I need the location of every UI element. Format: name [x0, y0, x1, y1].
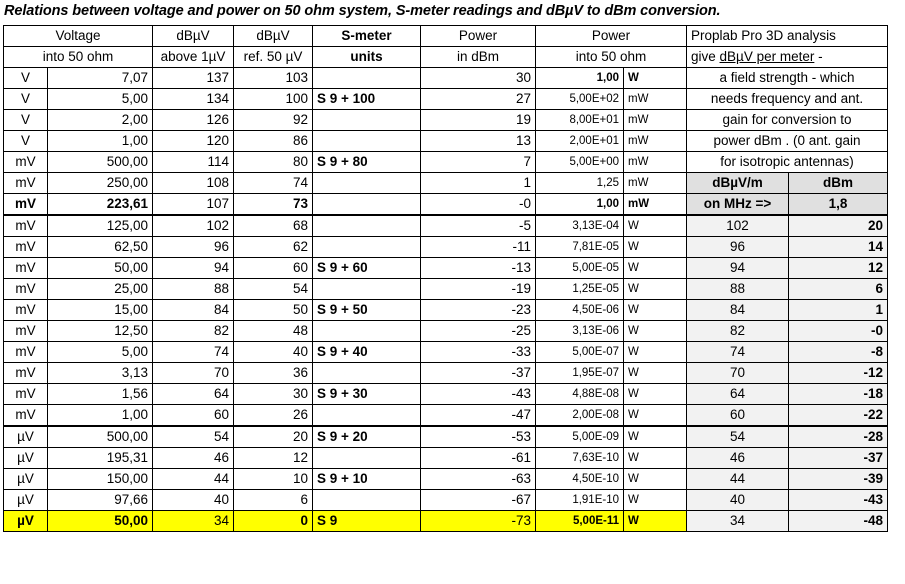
dbuv-1uv-value[interactable]: 126 — [153, 110, 234, 131]
table-row — [4, 131, 888, 152]
dbuv-1uv-value[interactable]: 96 — [153, 237, 234, 258]
power-w-unit[interactable]: mW — [624, 131, 687, 152]
power-w-unit[interactable]: W — [624, 258, 687, 279]
header-power-w[interactable]: into 50 ohm — [536, 47, 687, 68]
power-w-value[interactable]: 1,25E-05 — [536, 279, 624, 300]
power-w-unit[interactable]: W — [624, 469, 687, 490]
note-line[interactable]: needs frequency and ant. — [687, 89, 888, 110]
power-w-unit[interactable]: W — [624, 237, 687, 258]
field-strength-header[interactable]: dBµV/m — [687, 173, 789, 194]
table-row — [4, 490, 888, 511]
table-row — [4, 384, 888, 405]
voltage-value[interactable]: 15,00 — [48, 300, 153, 321]
dbuv-1uv-value[interactable]: 60 — [153, 405, 234, 427]
voltage-unit[interactable]: mV — [4, 384, 48, 405]
voltage-unit[interactable]: mV — [4, 300, 48, 321]
voltage-unit[interactable]: µV — [4, 426, 48, 448]
table-row — [4, 110, 888, 131]
power-dbm-value[interactable]: -43 — [421, 384, 536, 405]
power-dbm-value[interactable]: -0 — [421, 194, 536, 216]
power-dbm-value[interactable]: -33 — [421, 342, 536, 363]
voltage-value[interactable]: 62,50 — [48, 237, 153, 258]
power-dbm-value[interactable]: 19 — [421, 110, 536, 131]
power-w-unit[interactable]: W — [624, 300, 687, 321]
dbuv-50uv-value[interactable]: 10 — [234, 469, 313, 490]
smeter-value[interactable]: S 9 + 20 — [313, 426, 421, 448]
power-w-unit[interactable]: mW — [624, 194, 687, 216]
voltage-value[interactable]: 25,00 — [48, 279, 153, 300]
table-row — [4, 89, 888, 110]
power-w-unit[interactable]: W — [624, 321, 687, 342]
dbuv-1uv-value[interactable]: 88 — [153, 279, 234, 300]
smeter-value[interactable]: S 9 + 40 — [313, 342, 421, 363]
dbuv-50uv-value[interactable]: 30 — [234, 384, 313, 405]
voltage-value[interactable]: 125,00 — [48, 215, 153, 237]
voltage-unit[interactable]: µV — [4, 469, 48, 490]
power-dbm-value[interactable]: -19 — [421, 279, 536, 300]
power-w-unit[interactable]: mW — [624, 152, 687, 173]
power-dbm-value[interactable]: -37 — [421, 363, 536, 384]
dbuv-50uv-value[interactable]: 54 — [234, 279, 313, 300]
power-dbm-value[interactable]: -73 — [421, 511, 536, 532]
field-strength-value[interactable]: 102 — [687, 215, 789, 237]
converted-dbm-value[interactable]: -22 — [789, 405, 888, 427]
field-strength-value[interactable]: 44 — [687, 469, 789, 490]
dbuv-50uv-value[interactable]: 48 — [234, 321, 313, 342]
dbuv-50uv-value[interactable]: 20 — [234, 426, 313, 448]
voltage-unit[interactable]: V — [4, 131, 48, 152]
dbuv-50uv-value[interactable]: 6 — [234, 490, 313, 511]
voltage-unit[interactable]: mV — [4, 342, 48, 363]
field-strength-value[interactable]: 70 — [687, 363, 789, 384]
power-w-unit[interactable]: W — [624, 68, 687, 89]
converted-dbm-value[interactable]: -37 — [789, 448, 888, 469]
dbuv-1uv-value[interactable]: 94 — [153, 258, 234, 279]
table-row — [4, 68, 888, 89]
power-dbm-value[interactable]: -47 — [421, 405, 536, 427]
power-w-value[interactable]: 4,50E-06 — [536, 300, 624, 321]
table-row — [4, 363, 888, 384]
dbuv-50uv-value[interactable]: 68 — [234, 215, 313, 237]
voltage-unit[interactable]: mV — [4, 279, 48, 300]
note-line[interactable]: a field strength - which — [687, 68, 888, 89]
voltage-value[interactable]: 1,00 — [48, 405, 153, 427]
power-dbm-value[interactable]: -61 — [421, 448, 536, 469]
dbuv-50uv-value[interactable]: 92 — [234, 110, 313, 131]
power-dbm-value[interactable]: -63 — [421, 469, 536, 490]
dbuv-1uv-value[interactable]: 82 — [153, 321, 234, 342]
dbuv-50uv-value[interactable]: 100 — [234, 89, 313, 110]
voltage-unit[interactable]: µV — [4, 490, 48, 511]
converted-dbm-value[interactable]: 12 — [789, 258, 888, 279]
dbuv-1uv-value[interactable]: 74 — [153, 342, 234, 363]
header-dbuv-1uv[interactable]: above 1µV — [153, 47, 234, 68]
dbuv-50uv-value[interactable]: 40 — [234, 342, 313, 363]
table-row — [4, 300, 888, 321]
dbuv-1uv-value[interactable]: 70 — [153, 363, 234, 384]
converted-dbm-value[interactable]: -12 — [789, 363, 888, 384]
table-row — [4, 258, 888, 279]
header-voltage[interactable]: Voltage — [4, 26, 153, 47]
dbuv-1uv-value[interactable]: 34 — [153, 511, 234, 532]
power-dbm-value[interactable]: -23 — [421, 300, 536, 321]
dbuv-1uv-value[interactable]: 54 — [153, 426, 234, 448]
dbuv-1uv-value[interactable]: 64 — [153, 384, 234, 405]
dbuv-50uv-value[interactable]: 36 — [234, 363, 313, 384]
table-row — [4, 342, 888, 363]
smeter-value[interactable] — [313, 68, 421, 89]
power-w-unit[interactable]: mW — [624, 89, 687, 110]
voltage-value[interactable]: 250,00 — [48, 173, 153, 194]
converted-dbm-value[interactable]: 20 — [789, 215, 888, 237]
converted-dbm-value[interactable]: 6 — [789, 279, 888, 300]
field-strength-value[interactable]: 74 — [687, 342, 789, 363]
mhz-label[interactable]: on MHz => — [687, 194, 789, 216]
power-w-value[interactable]: 7,63E-10 — [536, 448, 624, 469]
power-w-value[interactable]: 1,91E-10 — [536, 490, 624, 511]
note-line[interactable]: power dBm . (0 ant. gain — [687, 131, 888, 152]
field-strength-value[interactable]: 88 — [687, 279, 789, 300]
smeter-value[interactable] — [313, 405, 421, 427]
header-power-dbm[interactable]: Power — [421, 26, 536, 47]
voltage-value[interactable]: 97,66 — [48, 490, 153, 511]
smeter-value[interactable]: S 9 + 50 — [313, 300, 421, 321]
dbuv-50uv-value[interactable]: 74 — [234, 173, 313, 194]
field-strength-value[interactable]: 94 — [687, 258, 789, 279]
dbuv-50uv-value[interactable]: 80 — [234, 152, 313, 173]
smeter-value[interactable] — [313, 321, 421, 342]
header-power-dbm[interactable]: in dBm — [421, 47, 536, 68]
power-dbm-value[interactable]: 13 — [421, 131, 536, 152]
field-strength-value[interactable]: 40 — [687, 490, 789, 511]
field-strength-value[interactable]: 96 — [687, 237, 789, 258]
header-power-w[interactable]: Power — [536, 26, 687, 47]
dbuv-50uv-value[interactable]: 50 — [234, 300, 313, 321]
dbuv-50uv-value[interactable]: 0 — [234, 511, 313, 532]
voltage-value[interactable]: 5,00 — [48, 342, 153, 363]
voltage-value[interactable]: 50,00 — [48, 511, 153, 532]
power-w-unit[interactable]: W — [624, 384, 687, 405]
power-w-value[interactable]: 5,00E+00 — [536, 152, 624, 173]
dbuv-50uv-value[interactable]: 73 — [234, 194, 313, 216]
power-w-unit[interactable]: W — [624, 511, 687, 532]
converted-dbm-value[interactable]: -18 — [789, 384, 888, 405]
table-row — [4, 405, 888, 427]
power-w-unit[interactable]: W — [624, 279, 687, 300]
power-w-value[interactable]: 1,95E-07 — [536, 363, 624, 384]
field-strength-value[interactable]: 54 — [687, 426, 789, 448]
note-line[interactable]: gain for conversion to — [687, 110, 888, 131]
smeter-value[interactable] — [313, 279, 421, 300]
power-w-value[interactable]: 1,00 — [536, 68, 624, 89]
smeter-value[interactable] — [313, 490, 421, 511]
power-w-value[interactable]: 4,50E-10 — [536, 469, 624, 490]
voltage-unit[interactable]: mV — [4, 215, 48, 237]
smeter-value[interactable] — [313, 448, 421, 469]
power-w-value[interactable]: 1,25 — [536, 173, 624, 194]
field-strength-value[interactable]: 46 — [687, 448, 789, 469]
header-smeter[interactable]: units — [313, 47, 421, 68]
smeter-value[interactable]: S 9 — [313, 511, 421, 532]
power-w-value[interactable]: 3,13E-06 — [536, 321, 624, 342]
power-w-value[interactable]: 8,00E+01 — [536, 110, 624, 131]
power-w-unit[interactable]: mW — [624, 110, 687, 131]
dbuv-50uv-value[interactable]: 26 — [234, 405, 313, 427]
power-w-value[interactable]: 5,00E-11 — [536, 511, 624, 532]
smeter-value[interactable]: S 9 + 60 — [313, 258, 421, 279]
header-dbuv-50uv[interactable]: ref. 50 µV — [234, 47, 313, 68]
power-w-value[interactable]: 5,00E+02 — [536, 89, 624, 110]
converted-dbm-value[interactable]: 14 — [789, 237, 888, 258]
converted-dbm-value[interactable]: -28 — [789, 426, 888, 448]
power-w-value[interactable]: 2,00E+01 — [536, 131, 624, 152]
converted-dbm-value[interactable]: -0 — [789, 321, 888, 342]
power-w-unit[interactable]: W — [624, 426, 687, 448]
table-row — [4, 321, 888, 342]
converted-dbm-value[interactable]: -48 — [789, 511, 888, 532]
power-w-value[interactable]: 4,88E-08 — [536, 384, 624, 405]
smeter-value[interactable]: S 9 + 100 — [313, 89, 421, 110]
note-line[interactable]: Proplab Pro 3D analysis — [687, 26, 888, 47]
dbuv-1uv-value[interactable]: 120 — [153, 131, 234, 152]
power-w-unit[interactable]: W — [624, 342, 687, 363]
voltage-value[interactable]: 1,00 — [48, 131, 153, 152]
dbuv-50uv-value[interactable]: 60 — [234, 258, 313, 279]
converted-dbm-value[interactable]: 1 — [789, 300, 888, 321]
field-strength-value[interactable]: 84 — [687, 300, 789, 321]
note-underlined-text: dBµV per meter — [719, 49, 815, 64]
power-dbm-value[interactable]: 7 — [421, 152, 536, 173]
voltage-value[interactable]: 500,00 — [48, 152, 153, 173]
dbuv-1uv-value[interactable]: 137 — [153, 68, 234, 89]
power-w-value[interactable]: 2,00E-08 — [536, 405, 624, 427]
smeter-value[interactable] — [313, 110, 421, 131]
power-dbm-value[interactable]: -13 — [421, 258, 536, 279]
dbuv-1uv-value[interactable]: 107 — [153, 194, 234, 216]
voltage-value[interactable]: 2,00 — [48, 110, 153, 131]
converted-dbm-value[interactable]: -43 — [789, 490, 888, 511]
voltage-unit[interactable]: mV — [4, 258, 48, 279]
dbuv-1uv-value[interactable]: 40 — [153, 490, 234, 511]
table-row — [4, 279, 888, 300]
header-dbuv-50uv[interactable]: dBµV — [234, 26, 313, 47]
power-w-value[interactable]: 3,13E-04 — [536, 215, 624, 237]
dbuv-50uv-value[interactable]: 86 — [234, 131, 313, 152]
field-strength-value[interactable]: 60 — [687, 405, 789, 427]
table-row — [4, 194, 888, 216]
voltage-unit[interactable]: mV — [4, 152, 48, 173]
table-row — [4, 215, 888, 237]
voltage-unit[interactable]: mV — [4, 321, 48, 342]
power-dbm-value[interactable]: -53 — [421, 426, 536, 448]
field-strength-value[interactable]: 64 — [687, 384, 789, 405]
voltage-unit[interactable]: µV — [4, 448, 48, 469]
voltage-value[interactable]: 5,00 — [48, 89, 153, 110]
table-row — [4, 237, 888, 258]
power-dbm-value[interactable]: -25 — [421, 321, 536, 342]
header-smeter[interactable]: S-meter — [313, 26, 421, 47]
field-strength-value[interactable]: 34 — [687, 511, 789, 532]
conversion-table — [3, 25, 888, 532]
smeter-value[interactable] — [313, 215, 421, 237]
voltage-value[interactable]: 50,00 — [48, 258, 153, 279]
power-dbm-value[interactable]: -67 — [421, 490, 536, 511]
power-w-value[interactable]: 7,81E-05 — [536, 237, 624, 258]
voltage-value[interactable]: 223,61 — [48, 194, 153, 216]
mhz-value[interactable]: 1,8 — [789, 194, 888, 216]
table-row — [4, 511, 888, 532]
power-w-unit[interactable]: W — [624, 363, 687, 384]
dbuv-1uv-value[interactable]: 114 — [153, 152, 234, 173]
voltage-unit[interactable]: µV — [4, 511, 48, 532]
power-w-unit[interactable]: W — [624, 490, 687, 511]
table-body — [4, 26, 888, 532]
smeter-value[interactable] — [313, 173, 421, 194]
power-w-unit[interactable]: W — [624, 215, 687, 237]
power-w-unit[interactable]: W — [624, 448, 687, 469]
voltage-unit[interactable]: mV — [4, 194, 48, 216]
voltage-value[interactable]: 7,07 — [48, 68, 153, 89]
note-line[interactable]: for isotropic antennas) — [687, 152, 888, 173]
smeter-value[interactable]: S 9 + 10 — [313, 469, 421, 490]
smeter-value[interactable] — [313, 237, 421, 258]
voltage-value[interactable]: 1,56 — [48, 384, 153, 405]
dbuv-1uv-value[interactable]: 108 — [153, 173, 234, 194]
dbuv-1uv-value[interactable]: 102 — [153, 215, 234, 237]
power-dbm-value[interactable]: -5 — [421, 215, 536, 237]
power-dbm-value[interactable]: -11 — [421, 237, 536, 258]
smeter-value[interactable] — [313, 131, 421, 152]
voltage-value[interactable]: 3,13 — [48, 363, 153, 384]
smeter-value[interactable]: S 9 + 30 — [313, 384, 421, 405]
dbuv-1uv-value[interactable]: 44 — [153, 469, 234, 490]
table-row — [4, 448, 888, 469]
field-strength-value[interactable]: 82 — [687, 321, 789, 342]
voltage-value[interactable]: 150,00 — [48, 469, 153, 490]
converted-dbm-value[interactable]: -39 — [789, 469, 888, 490]
table-row — [4, 173, 888, 194]
voltage-value[interactable]: 500,00 — [48, 426, 153, 448]
voltage-value[interactable]: 195,31 — [48, 448, 153, 469]
smeter-value[interactable]: S 9 + 80 — [313, 152, 421, 173]
dbm-header[interactable]: dBm — [789, 173, 888, 194]
dbuv-50uv-value[interactable]: 103 — [234, 68, 313, 89]
smeter-value[interactable] — [313, 194, 421, 216]
power-dbm-value[interactable]: 27 — [421, 89, 536, 110]
smeter-value[interactable] — [313, 363, 421, 384]
voltage-unit[interactable]: mV — [4, 173, 48, 194]
voltage-unit[interactable]: mV — [4, 237, 48, 258]
voltage-unit[interactable]: V — [4, 68, 48, 89]
power-dbm-value[interactable]: 30 — [421, 68, 536, 89]
power-w-value[interactable]: 1,00 — [536, 194, 624, 216]
voltage-unit[interactable]: mV — [4, 405, 48, 427]
voltage-unit[interactable]: mV — [4, 363, 48, 384]
dbuv-50uv-value[interactable]: 12 — [234, 448, 313, 469]
power-w-value[interactable]: 5,00E-05 — [536, 258, 624, 279]
power-w-value[interactable]: 5,00E-09 — [536, 426, 624, 448]
voltage-unit[interactable]: V — [4, 89, 48, 110]
dbuv-50uv-value[interactable]: 62 — [234, 237, 313, 258]
sheet-title: Relations between voltage and power on 50 ohm system, S-meter readings and dBµV to dBm conversion. — [4, 3, 721, 19]
note-line[interactable]: give dBµV per meter - — [687, 47, 888, 68]
converted-dbm-value[interactable]: -8 — [789, 342, 888, 363]
table-row — [4, 426, 888, 448]
table-row — [4, 152, 888, 173]
dbuv-1uv-value[interactable]: 84 — [153, 300, 234, 321]
power-w-unit[interactable]: W — [624, 405, 687, 427]
dbuv-1uv-value[interactable]: 134 — [153, 89, 234, 110]
table-row — [4, 469, 888, 490]
power-w-value[interactable]: 5,00E-07 — [536, 342, 624, 363]
header-dbuv-1uv[interactable]: dBµV — [153, 26, 234, 47]
header-row — [4, 47, 888, 68]
header-voltage[interactable]: into 50 ohm — [4, 47, 153, 68]
power-dbm-value[interactable]: 1 — [421, 173, 536, 194]
power-w-unit[interactable]: mW — [624, 173, 687, 194]
dbuv-1uv-value[interactable]: 46 — [153, 448, 234, 469]
voltage-value[interactable]: 12,50 — [48, 321, 153, 342]
voltage-unit[interactable]: V — [4, 110, 48, 131]
header-row — [4, 26, 888, 47]
